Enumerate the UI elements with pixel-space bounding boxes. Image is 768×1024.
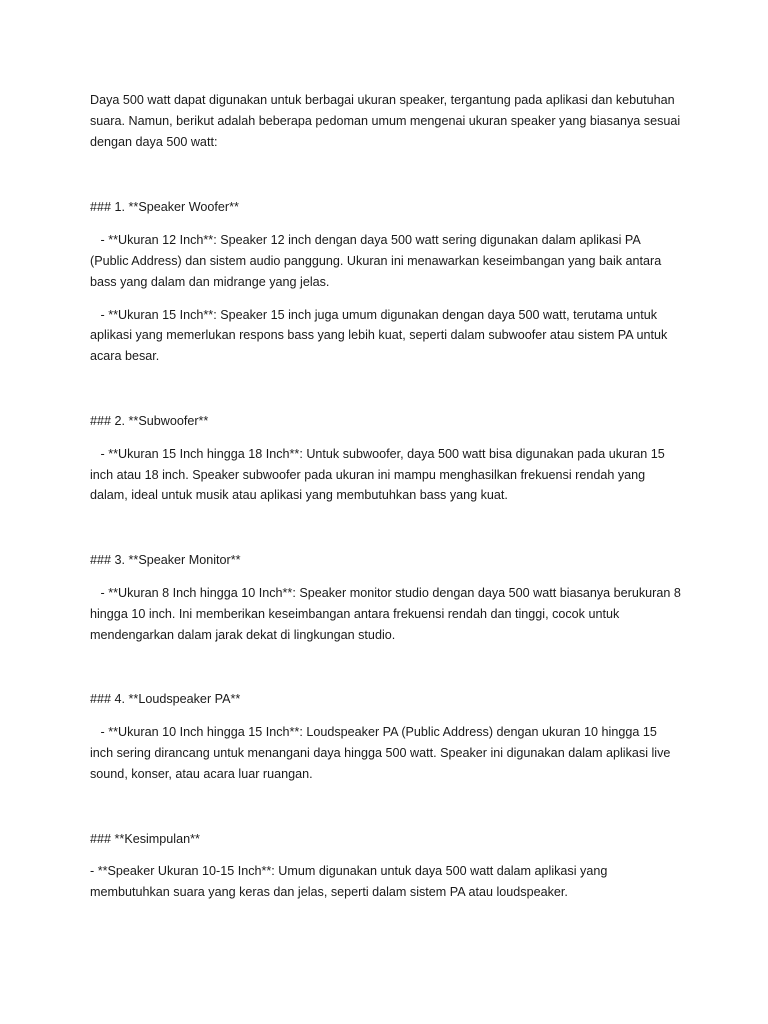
document-page (90, 90, 685, 903)
section-heading-speaker-monitor: ### 3. **Speaker Monitor** (90, 553, 241, 568)
item-15-inch: - **Ukuran 15 Inch**: Speaker 15 inch juga umum digunakan dengan daya 500 watt, terutama untuk aplikasi yang memerlukan respons bass yang lebih kuat, seperti dalam subwoofer atau sistem PA untuk acara besar. (90, 307, 671, 364)
section-heading-subwoofer: ### 2. **Subwoofer** (90, 413, 209, 428)
intro-paragraph: Daya 500 watt dapat digunakan untuk berbagai ukuran speaker, tergantung pada aplikasi dan kebutuhan suara. Namun, berikut adalah beberapa pedoman umum mengenai ukuran speaker yang biasanya sesuai dengan daya 500 watt: (90, 93, 684, 149)
section-heading-kesimpulan: ### **Kesimpulan** (90, 831, 200, 846)
item-10-15-inch: - **Ukuran 10 Inch hingga 15 Inch**: Loudspeaker PA (Public Address) dengan ukuran 10 hingga 15 inch sering dirancang untuk menangani daya hingga 500 watt. Speaker ini digunakan dalam aplikasi live sound, konser, atau acara luar ruangan. (90, 725, 674, 781)
section-heading-loudspeaker-pa: ### 4. **Loudspeaker PA** (90, 692, 241, 707)
item-8-10-inch: - **Ukuran 8 Inch hingga 10 Inch**: Speaker monitor studio dengan daya 500 watt biasanya berukuran 8 hingga 10 inch. Ini memberikan keseimbangan antara frekuensi rendah dan tinggi, cocok untuk mendengarkan dalam jarak dekat di lingkungan studio. (90, 585, 685, 642)
section-heading-speaker-woofer: ### 1. **Speaker Woofer** (90, 200, 239, 215)
item-12-inch: - **Ukuran 12 Inch**: Speaker 12 inch dengan daya 500 watt sering digunakan dalam aplikasi PA (Public Address) dan sistem audio panggung. Ukuran ini menawarkan keseimbangan yang baik antara bass yang dalam dan midrange yang jelas. (90, 233, 665, 289)
conclusion-item: - **Speaker Ukuran 10-15 Inch**: Umum digunakan untuk daya 500 watt dalam aplikasi yang membutuhkan suara yang keras dan jelas, seperti dalam sistem PA atau loudspeaker. (90, 864, 611, 900)
item-15-18-inch: - **Ukuran 15 Inch hingga 18 Inch**: Untuk subwoofer, daya 500 watt bisa digunakan pada ukuran 15 inch atau 18 inch. Speaker subwoofer pada ukuran ini mampu menghasilkan frekuensi rendah yang dalam, ideal untuk musik atau aplikasi yang membutuhkan bass yang kuat. (90, 446, 669, 503)
